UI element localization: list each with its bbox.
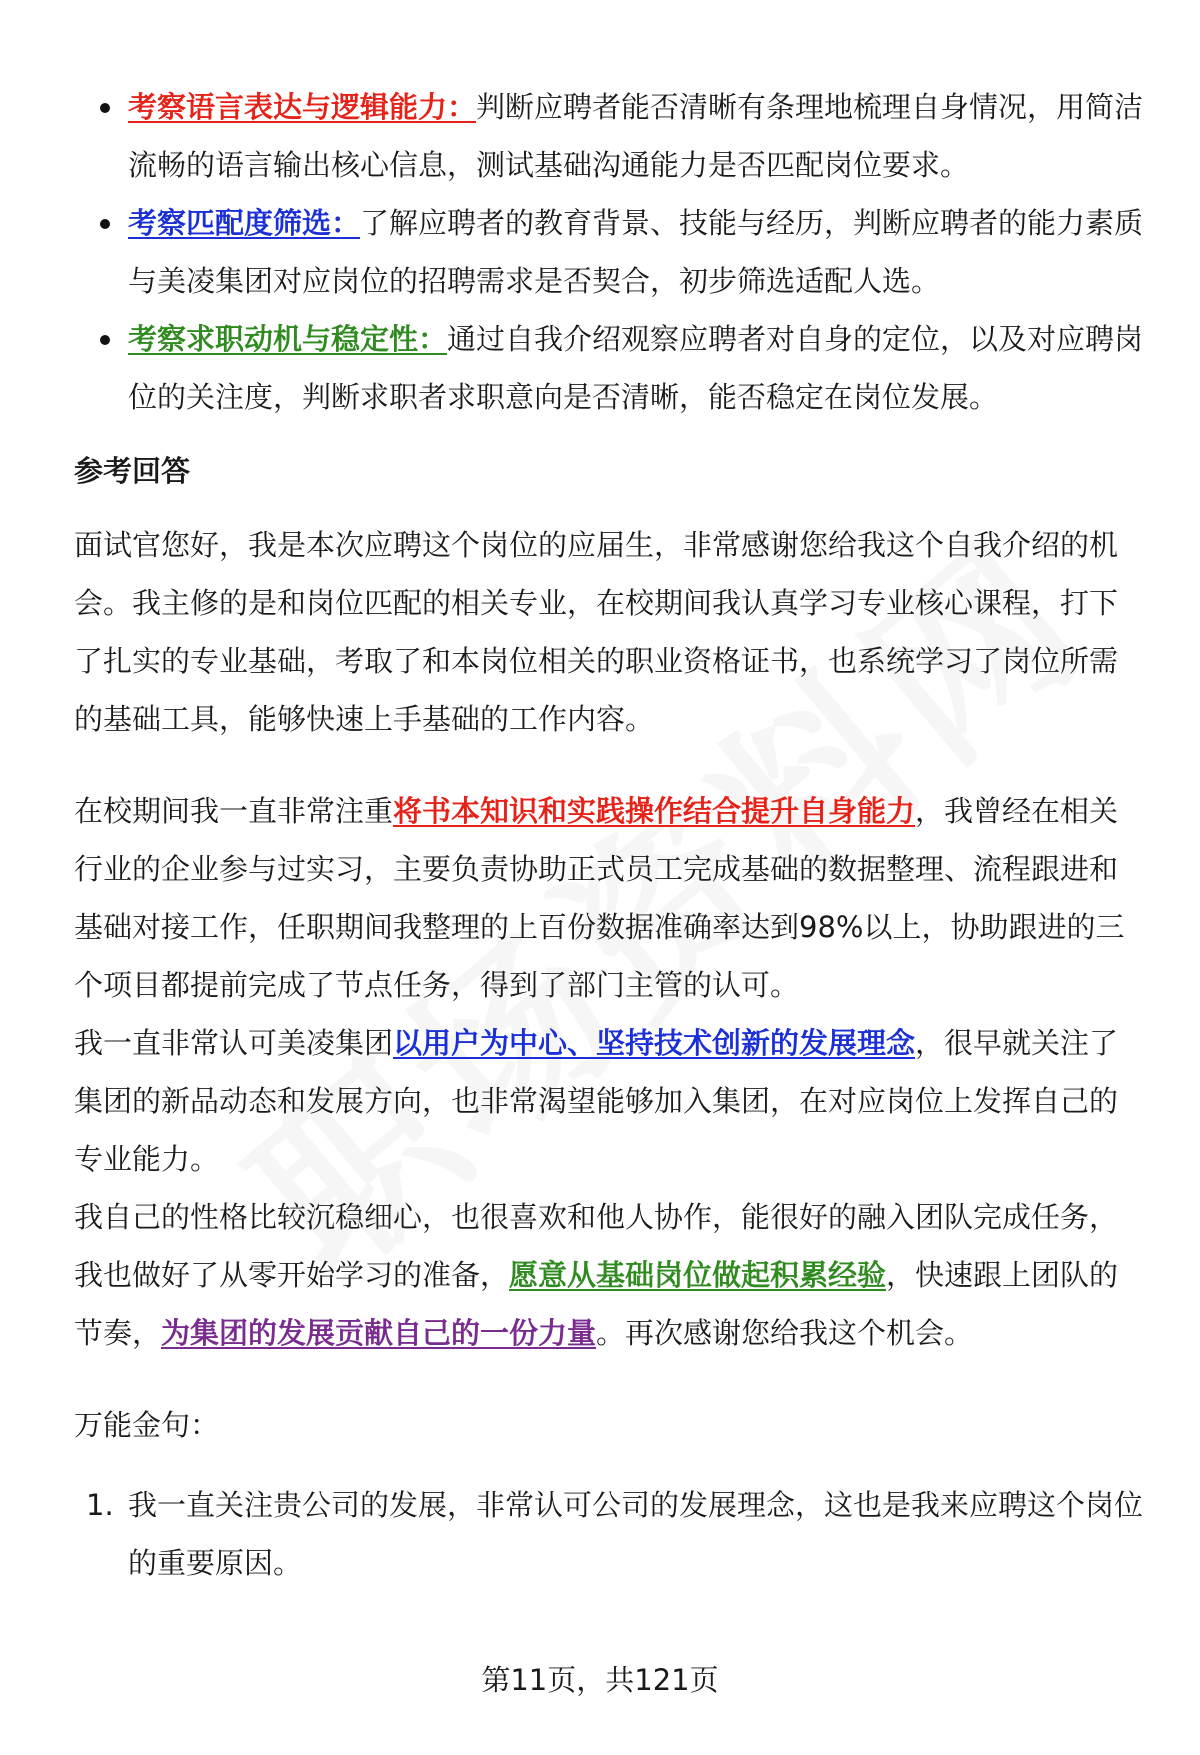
answer-paragraph <box>74 782 1144 1014</box>
answer-paragraph: 面试官您好，我是本次应聘这个岗位的应届生，非常感谢您给我这个自我介绍的机会。我主修的是和岗位匹配的相关专业，在校期间我认真学习专业核心课程，打下了扎实的专业基础，考取了和本岗位相关的职业资格证书，也系统学习了岗位所需的基础工具，能够快速上手基础的工作内容。 <box>74 528 1119 736</box>
highlight-text: 将书本知识和实践操作结合提升自身能力 <box>393 794 916 828</box>
list-item-text: 我一直关注贵公司的发展，非常认可公司的发展理念，这也是我来应聘这个岗位的重要原因。 <box>128 1488 1144 1580</box>
bullet-text: 通过自我介绍观察应聘者对自身的定位，以及对应聘岗位的关注度，判断求职者求职意向是否清晰，能否稳定在岗位发展。 <box>128 322 1144 414</box>
bullet-keyword: 考察语言表达与逻辑能力： <box>128 90 477 124</box>
paragraph-text: ，我曾经在相关行业的企业参与过实习，主要负责协助正式员工完成基础的数据整理、流程跟进和基础对接工作，任职期间我整理的上百份数据准确率达到98%以上，协助跟进的三个项目都提前完成了节点任务，得到了部门主管的认可。 <box>74 794 1125 1002</box>
document-body <box>74 78 1144 1592</box>
bullet-dot-icon <box>100 103 110 113</box>
bullet-keyword: 考察匹配度筛选： <box>128 206 361 240</box>
bullet-dot-icon <box>100 219 110 229</box>
paragraph-text: 我自己的性格比较沉稳细心，也很喜欢和他人协作，能很好的融入团队完成任务，我也做好了从零开始学习的准备， <box>74 1200 1119 1292</box>
highlight-text: 为集团的发展贡献自己的一份力量 <box>161 1316 597 1350</box>
answer-paragraph <box>74 1188 1144 1362</box>
answer-paragraph <box>74 1014 1144 1188</box>
highlight-text: 愿意从基础岗位做起积累经验 <box>509 1258 887 1292</box>
golden-sentences-title: 万能金句： <box>74 1408 220 1442</box>
paragraph-text: 我一直非常认可美凌集团 <box>74 1026 394 1060</box>
highlight-text: 以用户为中心、坚持技术创新的发展理念 <box>393 1026 916 1060</box>
bullet-keyword: 考察求职动机与稳定性： <box>128 322 448 356</box>
paragraph-text: 。再次感谢您给我这个机会。 <box>596 1316 974 1350</box>
list-number: 1. <box>86 1488 114 1522</box>
bullet-text: 判断应聘者能否清晰有条理地梳理自身情况，用简洁流畅的语言输出核心信息，测试基础沟通能力是否匹配岗位要求。 <box>128 90 1144 182</box>
bullet-item <box>74 78 1144 194</box>
page-footer: 第11页，共121页 <box>481 1663 719 1697</box>
bullet-list <box>74 78 1144 426</box>
paragraph-text: ，快速跟上团队的节奏， <box>74 1258 1119 1350</box>
list-item <box>74 1476 1144 1592</box>
bullet-item <box>74 310 1144 426</box>
section-title: 参考回答 <box>74 454 191 488</box>
paragraph-text: ，很早就关注了集团的新品动态和发展方向，也非常渴望能够加入集团，在对应岗位上发挥自己的专业能力。 <box>74 1026 1119 1176</box>
bullet-item <box>74 194 1144 310</box>
bullet-dot-icon <box>100 335 110 345</box>
golden-sentences-list <box>74 1476 1144 1592</box>
paragraph-text: 在校期间我一直非常注重 <box>74 794 394 828</box>
bullet-text: 了解应聘者的教育背景、技能与经历，判断应聘者的能力素质与美凌集团对应岗位的招聘需求是否契合，初步筛选适配人选。 <box>128 206 1144 298</box>
